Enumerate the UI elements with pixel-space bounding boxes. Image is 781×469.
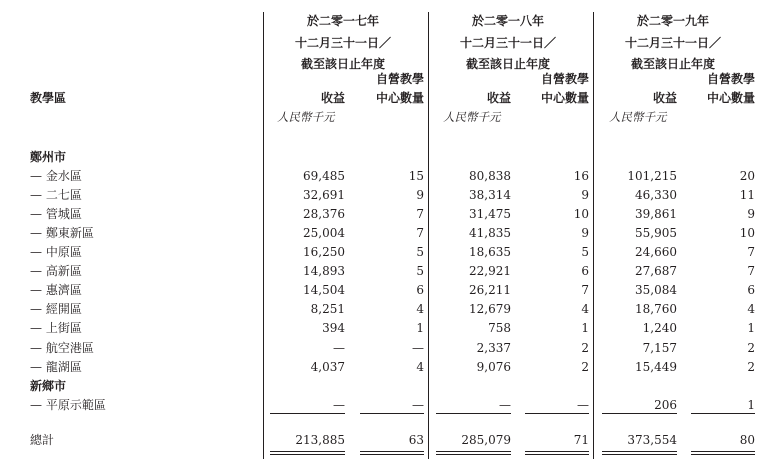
region-header: 教學區 bbox=[30, 91, 67, 105]
centers-header-line2: 中心數量 bbox=[375, 91, 424, 105]
total-centers-cell: 71 bbox=[573, 433, 589, 447]
centers-cell: 5 bbox=[416, 245, 424, 260]
centers-cell: 16 bbox=[573, 169, 589, 184]
centers-cell: 6 bbox=[747, 283, 755, 298]
centers-cell: 2 bbox=[581, 359, 589, 374]
total-double-rule bbox=[270, 454, 345, 455]
centers-cell: 2 bbox=[747, 340, 755, 355]
revenue-cell: 28,376 bbox=[303, 207, 345, 222]
revenue-cell: 2,337 bbox=[476, 340, 511, 355]
region-row-label: — 上街區 bbox=[30, 321, 82, 336]
revenue-cell: 8,251 bbox=[310, 302, 345, 317]
year-header-line3: 截至該日止年度 bbox=[630, 57, 715, 71]
centers-cell: 5 bbox=[416, 264, 424, 279]
total-double-rule bbox=[436, 451, 511, 452]
centers-cell: 10 bbox=[573, 207, 589, 222]
revenue-cell: 27,687 bbox=[635, 264, 677, 279]
currency-label: 人民幣千元 bbox=[443, 110, 501, 124]
year-header-line2: 十二月三十一日／ bbox=[459, 36, 556, 50]
subtotal-rule bbox=[525, 413, 589, 414]
revenue-cell: 1,240 bbox=[642, 321, 677, 336]
revenue-cell: 394 bbox=[322, 321, 345, 336]
revenue-cell: 80,838 bbox=[469, 169, 511, 184]
centers-cell: 9 bbox=[416, 188, 424, 203]
year-header-line3: 截至該日止年度 bbox=[465, 57, 550, 71]
revenue-cell: 32,691 bbox=[303, 188, 345, 203]
currency-label: 人民幣千元 bbox=[609, 110, 667, 124]
centers-cell: — bbox=[577, 397, 589, 412]
column-separator-3 bbox=[593, 12, 594, 459]
revenue-cell: 41,835 bbox=[469, 226, 511, 241]
revenue-cell: 9,076 bbox=[476, 359, 511, 374]
centers-cell: 4 bbox=[747, 302, 755, 317]
region-row-label: — 龍湖區 bbox=[30, 359, 82, 374]
centers-cell: 7 bbox=[416, 226, 424, 241]
subtotal-rule bbox=[436, 413, 511, 414]
centers-cell: 1 bbox=[416, 321, 424, 336]
revenue-cell: 101,215 bbox=[627, 169, 677, 184]
centers-cell: 4 bbox=[581, 302, 589, 317]
revenue-cell: 46,330 bbox=[635, 188, 677, 203]
total-double-rule bbox=[602, 454, 677, 455]
revenue-cell: 25,004 bbox=[303, 226, 345, 241]
total-double-rule bbox=[270, 451, 345, 452]
revenue-cell: 31,475 bbox=[469, 207, 511, 222]
subtotal-rule bbox=[360, 413, 424, 414]
revenue-cell: 22,921 bbox=[469, 264, 511, 279]
region-row-label: — 管城區 bbox=[30, 207, 82, 222]
centers-header-line1: 自營教學 bbox=[375, 72, 424, 86]
centers-cell: 4 bbox=[416, 302, 424, 317]
revenue-header: 收益 bbox=[486, 91, 511, 105]
revenue-cell: 55,905 bbox=[635, 226, 677, 241]
column-separator-1 bbox=[263, 12, 264, 459]
region-row-label: — 二七區 bbox=[30, 188, 82, 203]
revenue-cell: 758 bbox=[488, 321, 511, 336]
total-double-rule bbox=[691, 451, 755, 452]
revenue-cell: 69,485 bbox=[303, 169, 345, 184]
centers-cell: 1 bbox=[581, 321, 589, 336]
revenue-cell: 12,679 bbox=[469, 302, 511, 317]
centers-cell: 9 bbox=[747, 207, 755, 222]
region-row-label: — 鄭東新區 bbox=[30, 226, 94, 241]
centers-cell: 7 bbox=[747, 264, 755, 279]
region-group-name: 鄭州市 bbox=[30, 150, 67, 164]
revenue-header: 收益 bbox=[652, 91, 677, 105]
total-double-rule bbox=[525, 454, 589, 455]
revenue-cell: 18,635 bbox=[469, 245, 511, 260]
centers-cell: 7 bbox=[416, 207, 424, 222]
centers-cell: — bbox=[412, 397, 424, 412]
centers-cell: 7 bbox=[747, 245, 755, 260]
total-double-rule bbox=[360, 454, 424, 455]
region-group-name: 新鄉市 bbox=[30, 378, 67, 393]
region-row-label: — 中原區 bbox=[30, 245, 82, 260]
region-row-label: — 平原示範區 bbox=[30, 397, 106, 412]
region-row-label: — 高新區 bbox=[30, 264, 82, 279]
year-header-line1: 於二零一八年 bbox=[471, 14, 544, 28]
total-double-rule bbox=[525, 451, 589, 452]
revenue-cell: — bbox=[499, 397, 511, 412]
centers-cell: 4 bbox=[416, 359, 424, 374]
year-header-line2: 十二月三十一日／ bbox=[624, 36, 721, 50]
centers-cell: 20 bbox=[739, 169, 755, 184]
centers-cell: 7 bbox=[581, 283, 589, 298]
year-header-line1: 於二零一九年 bbox=[636, 14, 709, 28]
centers-cell: 2 bbox=[581, 340, 589, 355]
revenue-cell: 7,157 bbox=[642, 340, 677, 355]
subtotal-rule bbox=[602, 413, 677, 414]
total-double-rule bbox=[602, 451, 677, 452]
revenue-cell: 15,449 bbox=[635, 359, 677, 374]
centers-cell: 1 bbox=[747, 321, 755, 336]
revenue-cell: 39,861 bbox=[635, 207, 677, 222]
revenue-cell: 26,211 bbox=[469, 283, 511, 298]
revenue-cell: 18,760 bbox=[635, 302, 677, 317]
year-header-line1: 於二零一七年 bbox=[306, 14, 379, 28]
total-label: 總計 bbox=[30, 433, 55, 447]
total-revenue-cell: 373,554 bbox=[627, 433, 677, 447]
region-row-label: — 金水區 bbox=[30, 169, 82, 184]
revenue-cell: 14,893 bbox=[303, 264, 345, 279]
currency-label: 人民幣千元 bbox=[277, 110, 335, 124]
centers-cell: 2 bbox=[747, 359, 755, 374]
subtotal-rule bbox=[691, 413, 755, 414]
revenue-cell: 35,084 bbox=[635, 283, 677, 298]
total-revenue-cell: 285,079 bbox=[461, 433, 511, 447]
subtotal-rule bbox=[270, 413, 345, 414]
centers-cell: 9 bbox=[581, 226, 589, 241]
centers-cell: 11 bbox=[739, 188, 755, 203]
revenue-cell: 206 bbox=[654, 397, 677, 412]
centers-cell: 6 bbox=[581, 264, 589, 279]
total-double-rule bbox=[691, 454, 755, 455]
total-centers-cell: 80 bbox=[739, 433, 755, 447]
centers-header-line1: 自營教學 bbox=[540, 72, 589, 86]
column-separator-2 bbox=[428, 12, 429, 459]
centers-header-line1: 自營教學 bbox=[706, 72, 755, 86]
total-double-rule bbox=[436, 454, 511, 455]
revenue-cell: 14,504 bbox=[303, 283, 345, 298]
revenue-cell: 38,314 bbox=[469, 188, 511, 203]
region-row-label: — 惠濟區 bbox=[30, 283, 82, 298]
revenue-cell: — bbox=[333, 397, 345, 412]
revenue-cell: 4,037 bbox=[310, 359, 345, 374]
centers-cell: 10 bbox=[739, 226, 755, 241]
region-row-label: — 航空港區 bbox=[30, 340, 94, 355]
year-header-line3: 截至該日止年度 bbox=[300, 57, 385, 71]
revenue-cell: 24,660 bbox=[635, 245, 677, 260]
revenue-header: 收益 bbox=[320, 91, 345, 105]
centers-cell: 1 bbox=[747, 397, 755, 412]
centers-cell: 6 bbox=[416, 283, 424, 298]
year-header-line2: 十二月三十一日／ bbox=[294, 36, 391, 50]
total-revenue-cell: 213,885 bbox=[295, 433, 345, 447]
total-centers-cell: 63 bbox=[408, 433, 424, 447]
revenue-cell: — bbox=[333, 340, 345, 355]
total-double-rule bbox=[360, 451, 424, 452]
centers-cell: 5 bbox=[581, 245, 589, 260]
centers-cell: 15 bbox=[408, 169, 424, 184]
centers-header-line2: 中心數量 bbox=[706, 91, 755, 105]
revenue-cell: 16,250 bbox=[303, 245, 345, 260]
centers-cell: 9 bbox=[581, 188, 589, 203]
region-row-label: — 經開區 bbox=[30, 302, 82, 317]
centers-cell: — bbox=[412, 340, 424, 355]
centers-header-line2: 中心數量 bbox=[540, 91, 589, 105]
